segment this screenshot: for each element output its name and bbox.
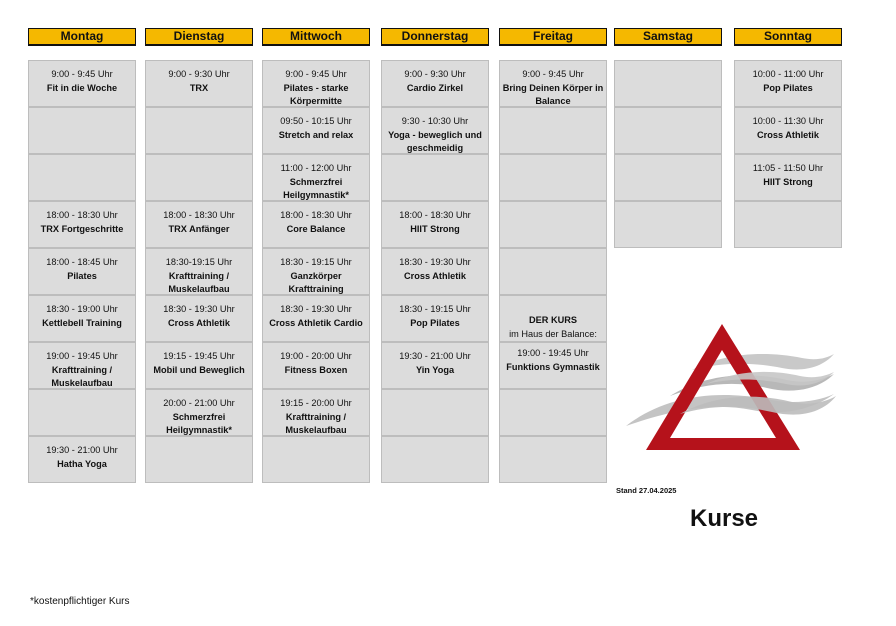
course-time: 9:00 - 9:30 Uhr	[404, 69, 466, 79]
course-slot	[614, 154, 722, 201]
course-slot	[499, 154, 607, 201]
course-slot	[614, 60, 722, 107]
course-time: 18:30 - 19:15 Uhr	[280, 257, 352, 267]
course-slot	[381, 436, 489, 483]
course-time: 19:15 - 19:45 Uhr	[163, 351, 235, 361]
day-column-freitag	[499, 28, 607, 483]
day-column-sonntag	[734, 28, 842, 248]
course-slot	[145, 107, 253, 154]
course-slot	[145, 342, 253, 389]
course-slot	[381, 201, 489, 248]
course-name: Cross Athletik	[168, 317, 230, 328]
course-time: 18:00 - 18:30 Uhr	[280, 210, 352, 220]
course-slot	[381, 60, 489, 107]
course-name: TRX Fortgeschritte	[40, 223, 124, 234]
course-slot	[381, 248, 489, 295]
course-slot	[499, 436, 607, 483]
day-header: Samstag	[614, 28, 722, 46]
course-time: 19:00 - 19:45 Uhr	[517, 348, 589, 358]
course-name: Pilates	[67, 270, 97, 281]
course-slot	[499, 248, 607, 295]
course-name: Pop Pilates	[410, 317, 460, 328]
course-slot	[262, 248, 370, 295]
day-header: Freitag	[499, 28, 607, 46]
page-title: Kurse	[690, 505, 759, 532]
course-slot	[734, 107, 842, 154]
course-slot	[734, 60, 842, 107]
course-time: 18:30 - 19:30 Uhr	[163, 304, 235, 314]
course-slot	[499, 107, 607, 154]
day-column-dienstag	[145, 28, 253, 483]
course-time: 9:30 - 10:30 Uhr	[401, 116, 469, 126]
course-name: Yin Yoga	[415, 364, 455, 375]
course-time: 19:30 - 21:00 Uhr	[399, 351, 471, 361]
course-name: Bring Deinen Körper in Balance	[502, 82, 604, 106]
course-name: Yoga - beweglich und geschmeidig	[388, 129, 482, 153]
course-name: Hatha Yoga	[57, 458, 107, 469]
course-time: 09:50 - 10:15 Uhr	[280, 116, 352, 126]
course-slot	[499, 295, 607, 372]
course-time: 11:00 - 12:00 Uhr	[280, 163, 352, 173]
course-time: 9:00 - 9:45 Uhr	[51, 69, 113, 79]
course-name: Schmerzfrei Heilgymnastik*	[166, 411, 232, 435]
course-time: 18:00 - 18:30 Uhr	[163, 210, 235, 220]
course-time: 19:30 - 21:00 Uhr	[46, 445, 118, 455]
course-name: HIIT Strong	[410, 223, 460, 234]
course-name: Krafttraining / Muskelaufbau	[51, 364, 113, 388]
course-slot	[28, 436, 136, 483]
course-slot	[499, 389, 607, 436]
course-slot	[734, 154, 842, 201]
day-column-donnerstag	[381, 28, 489, 483]
course-slot	[28, 154, 136, 201]
course-time: 9:00 - 9:30 Uhr	[168, 69, 230, 79]
course-slot	[145, 295, 253, 342]
course-time: 10:00 - 11:30 Uhr	[752, 116, 824, 126]
course-name: Ganzkörper Krafttraining	[288, 270, 344, 294]
course-slot	[381, 154, 489, 201]
day-header: Donnerstag	[381, 28, 489, 46]
course-time: 18:30 - 19:30 Uhr	[280, 304, 352, 314]
course-time: 20:00 - 21:00 Uhr	[163, 398, 235, 408]
course-slot	[28, 107, 136, 154]
course-slot	[614, 201, 722, 248]
course-time: 19:15 - 20:00 Uhr	[280, 398, 352, 408]
course-slot	[28, 248, 136, 295]
course-slot	[381, 295, 489, 342]
course-slot	[145, 248, 253, 295]
course-time: 19:00 - 19:45 Uhr	[46, 351, 118, 361]
course-name: Cross Athletik Cardio	[269, 317, 363, 328]
course-slot	[28, 389, 136, 436]
course-slot	[28, 342, 136, 389]
course-slot	[28, 201, 136, 248]
course-name: HIIT Strong	[763, 176, 813, 187]
course-name: Cardio Zirkel	[406, 82, 464, 93]
course-name: Krafttraining / Muskelaufbau	[168, 270, 230, 294]
course-slot	[145, 201, 253, 248]
course-name: Pop Pilates	[763, 82, 813, 93]
course-slot	[145, 436, 253, 483]
course-slot	[262, 389, 370, 436]
course-name: Kettlebell Training	[42, 317, 122, 328]
course-name: Cross Athletik	[757, 129, 819, 140]
course-name: Krafttraining / Muskelaufbau	[285, 411, 347, 435]
course-time: 9:00 - 9:45 Uhr	[522, 69, 584, 79]
course-time: 18:30 - 19:15 Uhr	[399, 304, 471, 314]
course-slot	[262, 436, 370, 483]
course-time: 18:30-19:15 Uhr	[165, 257, 233, 267]
course-name: TRX Anfänger	[168, 223, 230, 234]
course-name: Schmerzfrei Heilgymnastik*	[283, 176, 349, 200]
balance-logo-icon	[622, 318, 842, 458]
course-slot	[28, 295, 136, 342]
course-slot	[734, 201, 842, 248]
course-name: Fit in die Woche	[46, 82, 118, 93]
course-slot	[145, 60, 253, 107]
day-column-montag	[28, 28, 136, 483]
course-slot	[262, 154, 370, 201]
course-name: Fitness Boxen	[284, 364, 348, 375]
course-name: TRX	[189, 82, 209, 93]
course-time: 19:00 - 20:00 Uhr	[280, 351, 352, 361]
day-header: Montag	[28, 28, 136, 46]
course-slot	[381, 107, 489, 154]
special-subtitle: im Haus der Balance:	[509, 328, 597, 339]
course-name: Funktions Gymnastik	[506, 361, 600, 372]
day-column-mittwoch	[262, 28, 370, 483]
footnote: *kostenpflichtiger Kurs	[30, 596, 130, 607]
day-column-samstag	[614, 28, 722, 248]
course-slot	[499, 201, 607, 248]
day-header: Mittwoch	[262, 28, 370, 46]
course-name: Cross Athletik	[404, 270, 466, 281]
day-header: Sonntag	[734, 28, 842, 46]
course-name: Core Balance	[286, 223, 346, 234]
course-slot	[614, 107, 722, 154]
course-time: 18:30 - 19:30 Uhr	[399, 257, 471, 267]
course-slot	[262, 60, 370, 107]
course-time: 18:00 - 18:30 Uhr	[399, 210, 471, 220]
course-slot	[262, 295, 370, 342]
course-slot	[145, 389, 253, 436]
course-time: 18:00 - 18:30 Uhr	[46, 210, 118, 220]
course-time: 9:00 - 9:45 Uhr	[285, 69, 347, 79]
course-time: 11:05 - 11:50 Uhr	[752, 163, 824, 173]
course-name: Pilates - starke Körpermitte	[283, 82, 349, 106]
course-slot	[499, 60, 607, 107]
course-slot	[262, 342, 370, 389]
stand-date: Stand 27.04.2025	[616, 486, 677, 495]
course-name: Stretch and relax	[278, 129, 354, 140]
course-name: Mobil und Beweglich	[153, 364, 245, 375]
day-header: Dienstag	[145, 28, 253, 46]
course-slot	[145, 154, 253, 201]
course-time: 18:30 - 19:00 Uhr	[46, 304, 118, 314]
course-slot	[262, 107, 370, 154]
course-slot	[262, 201, 370, 248]
course-time: 18:00 - 18:45 Uhr	[46, 257, 118, 267]
course-slot	[381, 342, 489, 389]
special-title: DER KURS	[529, 315, 577, 325]
course-slot	[28, 60, 136, 107]
course-slot	[381, 389, 489, 436]
course-time: 10:00 - 11:00 Uhr	[752, 69, 824, 79]
